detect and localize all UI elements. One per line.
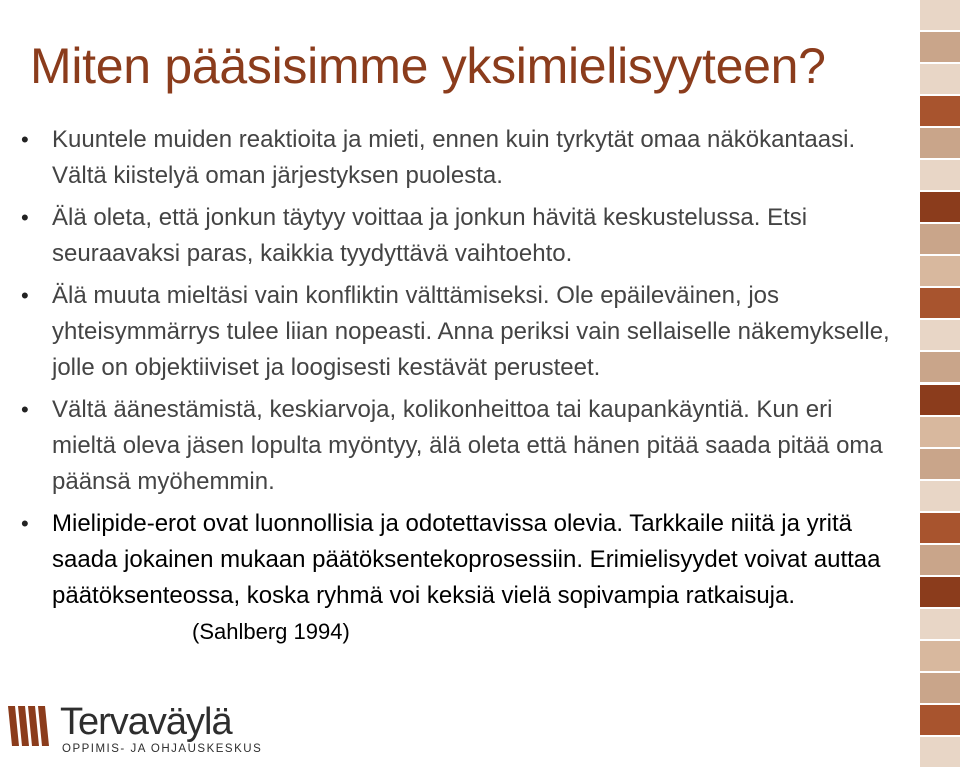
- bullet-text: Kuuntele muiden reaktioita ja mieti, ennen kuin tyrkytät omaa näkökantaasi. Vältä kiistelyä oman järjestyksen puolesta.: [52, 126, 856, 189]
- slide-title: Miten pääsisimme yksimielisyyteen?: [30, 38, 826, 94]
- stripe-segment: [920, 609, 960, 639]
- organization-logo: [8, 700, 263, 760]
- bullet-list: [22, 122, 902, 656]
- logo-subtitle: OPPIMIS- JA OHJAUSKESKUS: [62, 743, 263, 755]
- logo-name: Tervaväylä: [60, 701, 232, 743]
- stripe-segment: [920, 513, 960, 543]
- bullet-text: Mielipide-erot ovat luonnollisia ja odotettavissa olevia. Tarkkaile niitä ja yritä saada jokainen mukaan päätöksentekoprosessiin. Erimielisyydet voivat auttaa päätöksenteossa, koska ryhmä voi keksiä vielä sopivampia ratkaisuja.: [52, 510, 881, 609]
- stripe-segment: [920, 641, 960, 671]
- stripe-segment: [920, 320, 960, 350]
- stripe-segment: [920, 96, 960, 126]
- bullet-dot-icon: •: [21, 511, 29, 536]
- stripe-segment: [920, 705, 960, 735]
- stripe-segment: [920, 352, 960, 382]
- stripe-segment: [920, 545, 960, 575]
- stripe-segment: [920, 417, 960, 447]
- stripe-segment: [920, 64, 960, 94]
- stripe-segment: [920, 192, 960, 222]
- bullet-item: [22, 392, 902, 500]
- stripe-segment: [920, 32, 960, 62]
- stripe-segment: [920, 160, 960, 190]
- stripe-segment: [920, 224, 960, 254]
- citation: (Sahlberg 1994): [192, 619, 350, 644]
- stripe-segment: [920, 737, 960, 767]
- stripe-segment: [920, 288, 960, 318]
- bullet-text: Vältä äänestämistä, keskiarvoja, kolikonheittoa tai kaupankäyntiä. Kun eri mieltä oleva jäsen lopulta myöntyy, älä oleta että hänen pitää saada pitää oma päänsä myöhemmin.: [52, 396, 883, 495]
- bullet-text: Älä muuta mieltäsi vain konfliktin välttämiseksi. Ole epäileväinen, jos yhteisymmärrys tulee liian nopeasti. Anna periksi vain sellaiselle näkemykselle, jolle on objektiiviset ja loogisesti kestävät perusteet.: [52, 282, 890, 381]
- stripe-segment: [920, 385, 960, 415]
- tervavayla-logo-icon: [8, 706, 54, 746]
- bullet-item: [22, 200, 902, 272]
- stripe-segment: [920, 256, 960, 286]
- bullet-dot-icon: •: [21, 127, 29, 152]
- bullet-item: [22, 122, 902, 194]
- stripe-segment: [920, 481, 960, 511]
- stripe-segment: [920, 577, 960, 607]
- decorative-stripe-bar: [920, 0, 960, 769]
- stripe-segment: [920, 0, 960, 30]
- stripe-segment: [920, 128, 960, 158]
- bullet-dot-icon: •: [21, 205, 29, 230]
- stripe-segment: [920, 449, 960, 479]
- stripe-segment: [920, 673, 960, 703]
- bullet-dot-icon: •: [21, 283, 29, 308]
- bullet-item: [22, 278, 902, 386]
- bullet-dot-icon: •: [21, 397, 29, 422]
- bullet-text: Älä oleta, että jonkun täytyy voittaa ja jonkun hävitä keskustelussa. Etsi seuraavaksi paras, kaikkia tyydyttävä vaihtoehto.: [52, 204, 808, 267]
- bullet-item: [22, 506, 902, 650]
